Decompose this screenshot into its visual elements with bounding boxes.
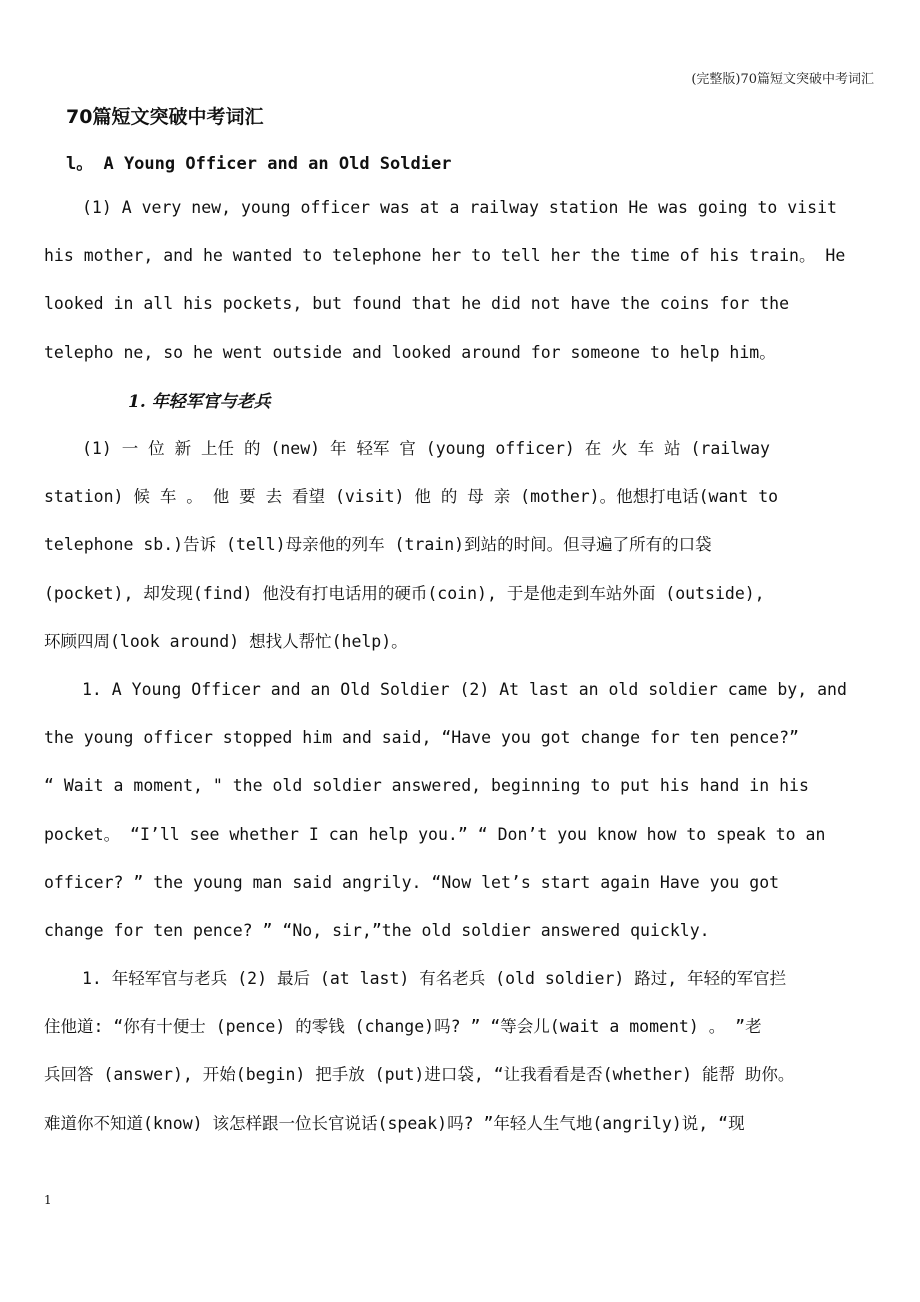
text-line: officer? ” the young man said angrily. “Now let’s start again Have you got	[44, 872, 780, 892]
text-line: telephone sb.)告诉 (tell)母亲他的列车 (train)到站的时间。但寻遍了所有的口袋	[44, 535, 712, 555]
text-line: 环顾四周(look around) 想找人帮忙(help)。	[44, 631, 408, 651]
running-header: (完整版)70篇短文突破中考词汇	[691, 72, 874, 87]
text-line: looked in all his pockets, but found that he did not have the coins for the	[44, 294, 790, 314]
page-number: 1	[44, 1193, 52, 1207]
chinese-paragraph-2	[44, 955, 890, 1148]
text-line: (pocket), 却发现(find) 他没有打电话用的硬币(coin), 于是他走到车站外面 (outside),	[44, 583, 765, 603]
text-line: pocket。 “I’ll see whether I can help you.” “ Don’t you know how to speak to an	[44, 824, 826, 844]
text-line: 1. A Young Officer and an Old Soldier (2) At last an old soldier came by, and	[82, 680, 847, 699]
text-line: 兵回答 (answer), 开始(begin) 把手放 (put)进口袋, “让我看看是否(whether) 能帮 助你。	[44, 1065, 795, 1085]
english-paragraph-1	[44, 184, 890, 377]
text-line: “ Wait a moment, " the old soldier answered, beginning to put his hand in his	[44, 776, 809, 796]
text-line: 住他道: “你有十便士 (pence) 的零钱 (change)吗? ” “等会儿(wait a moment) 。 ”老	[44, 1017, 762, 1037]
document-title: 70篇短文突破中考词汇	[66, 106, 264, 128]
text-line: station) 候 车 。 他 要 去 看望 (visit) 他 的 母 亲 (mother)。他想打电话(want to	[44, 487, 779, 507]
text-line: his mother, and he wanted to telephone her to tell her the time of his train。 He	[44, 246, 846, 266]
text-line: 难道你不知道(know) 该怎样跟一位长官说话(speak)吗? ”年轻人生气地(angrily)说, “现	[44, 1113, 745, 1133]
chinese-paragraph-1	[44, 425, 890, 666]
text-line: the young officer stopped him and said, “Have you got change for ten pence?”	[44, 728, 799, 748]
text-line: change for ten pence? ” “No, sir,”the old soldier answered quickly.	[44, 921, 710, 941]
english-paragraph-2	[44, 666, 890, 955]
text-line: (1) A very new, young officer was at a railway station He was going to visit	[82, 198, 837, 217]
chinese-section-title: 1. 年轻军官与老兵	[128, 392, 271, 412]
text-line: telepho ne, so he went outside and looked around for someone to help him。	[44, 342, 776, 362]
section-heading: l。 A Young Officer and an Old Soldier	[66, 154, 452, 174]
text-line: 1. 年轻军官与老兵 (2) 最后 (at last) 有名老兵 (old soldier) 路过, 年轻的军官拦	[82, 969, 787, 988]
text-line: (1) 一 位 新 上任 的 (new) 年 轻军 官 (young officer) 在 火 车 站 (railway	[82, 439, 770, 458]
